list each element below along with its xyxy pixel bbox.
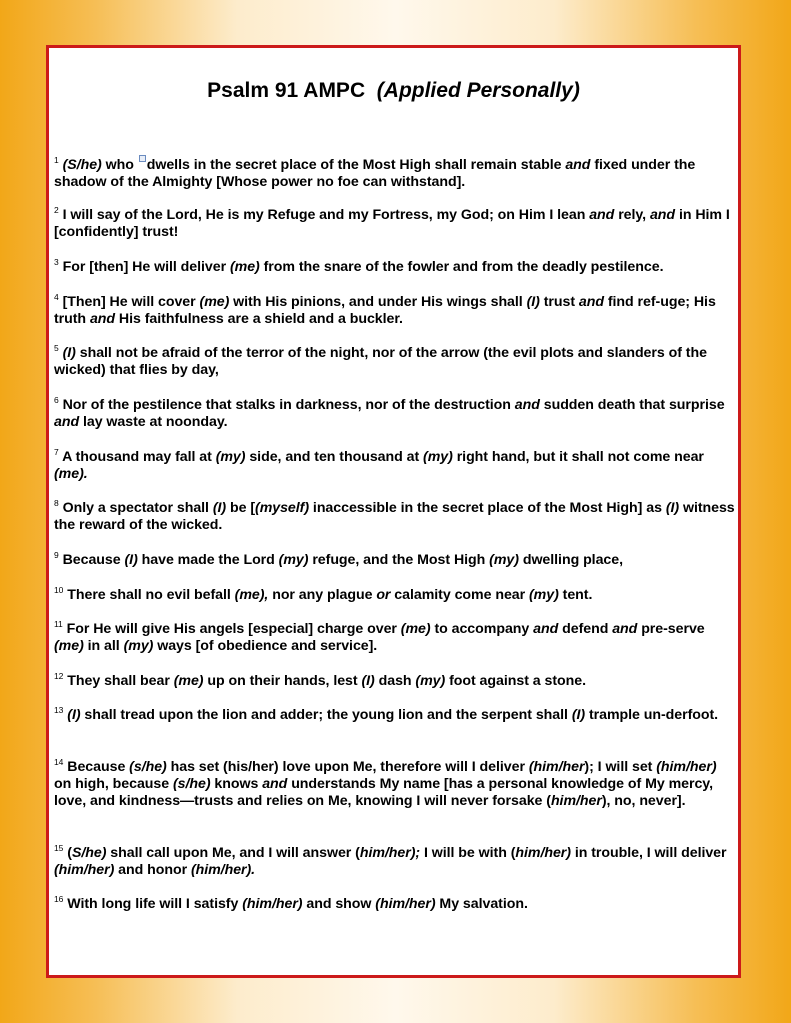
verse-text: (me) [400,621,431,637]
verse-text: pre-serve [637,621,705,637]
verse-text: side, and ten thousand at [245,449,424,465]
verse-text: and [589,207,615,223]
verse-text: Nor of the pestilence that stalks in darkness, nor of the destruction [62,397,515,413]
verse-text: understands My name [has a personal knowledge of My mercy, love, and kindness—trusts and relies on Me, knowing I will never forsake ( [54,776,713,809]
verse-text: and honor [114,862,191,878]
verse-text: defend [558,621,613,637]
verse-text: (S/he) [62,157,102,173]
verse-text: and [533,621,559,637]
verse-text: S/he) [71,845,107,861]
verse-text: (me), [234,587,269,603]
verse-text: and [578,294,604,310]
verse-text: (myself) [255,500,310,516]
verse-5 [54,345,735,379]
verse-text: have made the Lord [137,552,279,568]
verse-text: dwelling place, [518,552,623,568]
verse-text: (I) [361,673,375,689]
verse-number: 5 [54,343,59,353]
verse-text: has set (his/her) love upon Me, therefore will I deliver [166,759,529,775]
verse-text: foot against a stone. [445,673,586,689]
verse-16 [54,896,735,913]
footnote-link[interactable] [139,155,146,162]
verse-text: Because [62,552,125,568]
verse-text: refuge, and the Most High [308,552,490,568]
verse-15 [54,845,735,879]
verse-text: fixed under the shadow of the Almighty [Whose power no foe can withstand]. [54,157,696,190]
verse-text: (my) [423,449,453,465]
verse-number: 16 [54,894,64,904]
verse-text: rely, [614,207,650,223]
verse-6 [54,397,735,431]
verse-number: 1 [54,155,59,165]
verse-text: shall tread upon the lion and adder; the young lion and the serpent shall [80,707,572,723]
verse-text: (me) [173,673,204,689]
verse-text: find ref-uge; His truth [54,294,716,327]
verse-text: from the snare of the fowler and from the deadly pestilence. [259,259,664,275]
verse-text: and [89,311,116,327]
verse-text: trample un-derfoot. [585,707,719,723]
verse-number: 4 [54,292,59,302]
page-frame [46,45,741,978]
verse-text: with His pinions, and under His wings shall [229,294,527,310]
verse-text: him/her) [515,845,571,861]
verse-text: and [649,207,676,223]
verse-number: 12 [54,671,64,681]
verse-text: witness the reward of the wicked. [54,500,735,533]
verse-text: ways [of obedience and service]. [153,638,378,654]
verse-3 [54,259,735,276]
verse-7 [54,449,735,483]
verse-text: [Then] He will cover [62,294,200,310]
verse-text: I will say of the Lord, He is my Refuge and my Fortress, my God; on Him I lean [62,207,590,223]
verse-text: For He will give His angels [especial] charge over [66,621,401,637]
verse-text: who [101,157,138,173]
verse-text: They shall bear [67,673,174,689]
verse-10 [54,587,735,604]
verse-text: in all [83,638,124,654]
verse-text: and [612,621,638,637]
verse-12 [54,673,735,690]
verse-text: (me) [229,259,260,275]
verse-text: and [514,397,540,413]
verse-text: and [565,157,591,173]
verse-number: 8 [54,498,59,508]
verse-text: (him/her) [54,862,115,878]
verse-text: (I) [526,294,540,310]
verse-text: to accompany [430,621,534,637]
verse-number: 2 [54,205,59,215]
verse-text: I will be with ( [420,845,516,861]
verse-text: (I) [212,500,227,516]
verse-text: Because [67,759,130,775]
verse-text: or [376,587,391,603]
verse-text: With long life will I satisfy [67,896,243,912]
verse-text: dwells in the secret place of the Most High shall remain stable [146,157,566,173]
verse-text: ( [67,845,72,861]
verse-text: lay waste at noonday. [79,414,228,430]
verse-text: (I) [67,707,81,723]
verse-text: him/her); [359,845,421,861]
verse-9 [54,552,735,569]
title-main: Psalm 91 AMPC [207,79,366,102]
verse-text: A thousand may fall at [62,449,216,465]
verse-text: and show [302,896,376,912]
verse-number: 10 [54,585,64,595]
verse-text: sudden death that surprise [539,397,725,413]
verse-text: on high, because [54,776,173,792]
verse-11 [54,621,735,655]
verse-text: and [54,414,80,430]
verse-text: be [ [226,500,256,516]
verse-text: (me) [54,638,84,654]
verse-text: calamity come near [390,587,529,603]
verse-text: There shall no evil befall [67,587,235,603]
verse-text: shall call upon Me, and I will answer ( [106,845,360,861]
verse-text: His faithfulness are a shield and a buckler. [115,311,403,327]
verse-text: (my) [415,673,446,689]
verse-4 [54,294,735,328]
title-subtitle: (Applied Personally) [376,79,580,102]
verse-text: ), no, never]. [601,793,686,809]
verse-1 [54,155,735,191]
verse-text: (s/he) [129,759,167,775]
verse-text: For [then] He will deliver [62,259,230,275]
verse-text: trust [539,294,579,310]
verse-text: (my) [278,552,309,568]
verse-number: 11 [54,619,63,629]
verse-text: (I) [665,500,680,516]
verse-text: and [262,776,288,792]
verse-text: (my) [123,638,154,654]
verse-text: (me) [199,294,230,310]
verse-text: (him/her) [375,896,436,912]
verse-number: 3 [54,257,59,267]
verse-text: tent. [558,587,593,603]
verse-text: Only a spectator shall [62,500,213,516]
verse-text: (him/her) [656,759,717,775]
verse-text: (him/her [528,759,585,775]
verse-text: in Him I [confidently] trust! [54,207,730,240]
verse-number: 6 [54,395,59,405]
verse-text: (my) [529,587,559,603]
verse-text: him/her [550,793,602,809]
verse-text: (I) [571,707,586,723]
verse-number: 15 [54,843,64,853]
verse-text: shall not be afraid of the terror of the night, nor of the arrow (the evil plots and slanders of the wicked) that flies by day, [54,345,707,378]
verse-text: knows [210,776,263,792]
verse-text: right hand, but it shall not come near [452,449,704,465]
verse-text: ); I will set [584,759,657,775]
verse-number: 14 [54,757,64,767]
verse-14 [54,759,735,810]
verse-text: in trouble, I will deliver [570,845,727,861]
verse-number: 7 [54,447,59,457]
page-title [49,79,738,103]
verse-text: (I) [124,552,138,568]
verse-text: (him/her). [190,862,256,878]
verse-text: inaccessible in the secret place of the Most High] as [309,500,666,516]
verse-text: My salvation. [435,896,528,912]
verse-text: (I) [62,345,76,361]
verse-2 [54,207,735,241]
verse-text: (s/he) [172,776,211,792]
verse-8 [54,500,735,534]
verse-number: 13 [54,705,64,715]
verse-13 [54,707,735,724]
verse-text: dash [374,673,416,689]
verse-text: (him/her) [242,896,303,912]
verse-text: (my) [489,552,519,568]
verse-number: 9 [54,550,59,560]
verse-text: (me). [54,466,88,482]
verse-text: (my) [215,449,246,465]
verse-text: up on their hands, lest [203,673,362,689]
verse-text: nor any plague [268,587,377,603]
